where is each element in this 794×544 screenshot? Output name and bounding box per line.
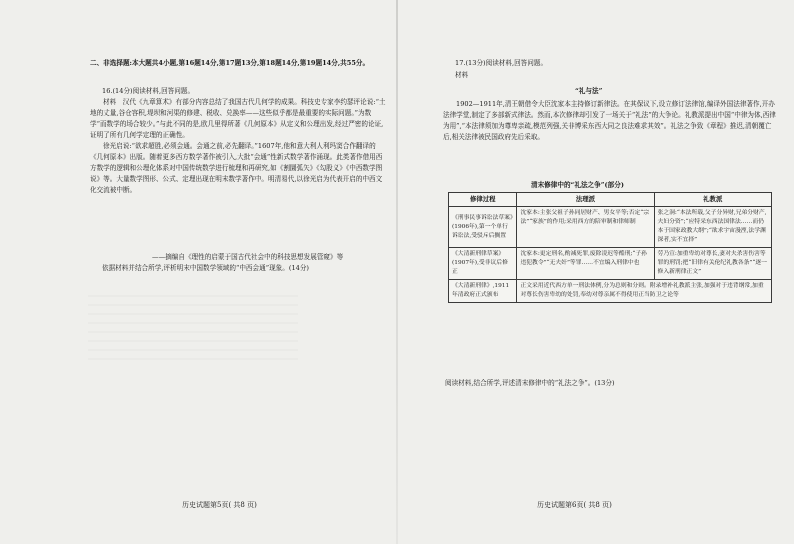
question-17-title: 17.(13分)阅读材料,回答问题。 [455,59,548,67]
merged-content-cell: 正文采用近代西方单一刑法体例,分为总则和分则。附录增补礼教派主张,加强对于违背纲常,加重对尊长伤害卑幼的处罚,奉幼对尊亲属不得使用正当防卫之论等 [517,280,772,303]
process-cell: 《大清新刑律草案》(1907年),受非议后修正 [449,248,517,280]
question-16-title: 16.(14分)阅读材料,回答问题。 [102,87,195,95]
header-legal-school: 法理派 [517,193,654,207]
process-cell: 《大清新刑律》,1911年清政府正式颁布 [449,280,517,303]
table-row [449,280,772,303]
table-caption: 清末修律中的“礼法之争”(部分) [531,181,624,189]
left-page-footer: 历史试题第5页( 共8 页) [182,501,257,509]
material-subtitle: “礼与法” [575,87,603,95]
question-16-prompt: 依据材料并结合所学,评析明末中国数学领域的“中西会通”现象。(14分) [102,264,309,272]
section-header: 二、非选择题:本大题共4小题,第16题14分,第17题13分,第18题14分,第19题14分,共55分。 [90,59,370,67]
material-paragraph-1: 材料 汉代《九章算术》有部分内容总结了我国古代几何学的成果。科技史专家李约瑟评论说:“土地的丈量,谷仓容积,堤坝和河渠的修建、税收、兑换率——这些似乎都是最重要的实际问题。”为数学“而数学的场合较少。”与此不同的是,欧几里得所著《几何原本》从定义和公理出发,经过严密的论证,证明了所有几何学定理的正确性。 [90,98,386,139]
rites-cell: 劳乃宣:加重卑幼对尊长,妻对夫杀害伤害等罪的刑罚;把“旧律有关伦纪礼教各条”“逐一修入新刑律正文” [654,248,771,280]
table-row [449,248,772,280]
question-17-prompt: 阅读材料,结合所学,评述清末修律中的“礼法之争”。(13分) [445,379,615,387]
table-header-row [449,193,772,207]
rites-law-table [448,192,772,303]
legal-cell: 沈家本:更定刑名,酌减死罪,废除凌迟等酷刑;“子孙违犯教令”“无夫奸”等罪……不宜编入刑律中也 [517,248,654,280]
legal-cell: 沈家本:主张父祖子孙同居财产、男女平等;否定“宗法”“家族”的作用;采用西方的陪审制和律师制 [517,207,654,248]
header-rites-school: 礼教派 [654,193,771,207]
table-row [449,207,772,248]
material-paragraph-2: 徐光启说:“欲求超胜,必须会通。会通之前,必先翻译。”1607年,他和意大利人利玛窦合作翻译的《几何原本》出版。随着更多西方数学著作被引入,大批“会通”性新式数学著作涌现。此类著作借用西方数学的逻辑和公理化体系对中国传统数学进行梳理和再研究,如《割圜弧矢》《勾股义》《中西数学图说》等。大量数学图形、公式、定理出现在明末数学著作中。明清易代,以徐光启为代表开启的中西文化交流被中断。 [90,142,383,194]
material-source: ——摘编自《理性的启蒙于国古代社会中的科技思想发展管窥》等 [152,253,344,261]
material-body: 1902—1911年,清王朝借令大臣沈家本主持修订新律法。在其保议下,设立修订法律馆,编译外国法律著作,开办法律学堂,制定了多部新式律法。然而,本次修律却引发了一场关于“礼法”的大争论。礼教派提出中国“中律为体,西律为用”,“本法律须加为尊卑亲疏,模范列强,关非博采东西大同之良法难求其效”。礼法之争致《章程》推迟,清朝覆亡后,相关法律被民国政府先后采取。 [443,100,776,141]
header-process: 修律过程 [449,193,517,207]
right-page-footer: 历史试题第6页( 共8 页) [537,501,612,509]
rites-cell: 张之洞:“本法所载,父子分异财,兄弟分财产,夫妇分资”;“应特采东西法国律法……而仍本于国家政教大纲”;“欲求宇宙漫湮,法学渊深者,实不宜择” [654,207,771,248]
material-label: 材料 [455,71,469,79]
process-cell: 《刑事民事诉讼法草案》(1906年),第一个单行诉讼法,受驳斥后搁置 [449,207,517,248]
question-16-material [90,97,386,196]
bleed-through-smudge [88,290,298,360]
